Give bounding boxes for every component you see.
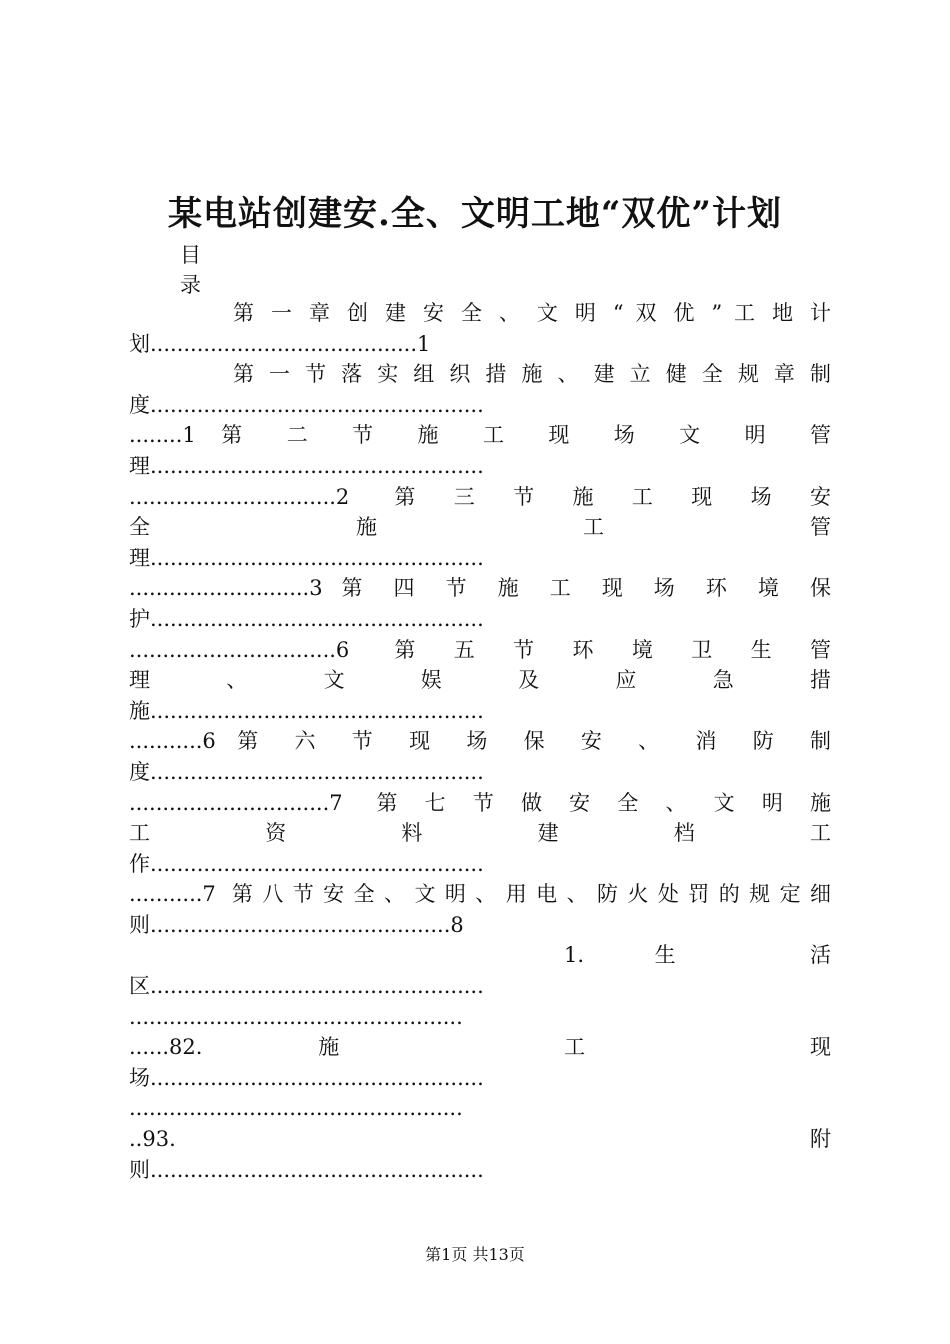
toc-line: ...............................2 第三节施工现场安 (129, 484, 831, 509)
document-title: 某电站创建安.全、文明工地“双优”计划 (168, 194, 782, 234)
toc-line: .................................................. (129, 1004, 463, 1029)
toc-line: 1. 生 活 (564, 943, 831, 968)
page-footer: 第1页 共13页 (425, 1245, 525, 1264)
toc-heading (180, 240, 201, 300)
toc-line: 划........................................1 (129, 331, 431, 356)
toc-heading-char-1: 目 (180, 243, 201, 267)
toc-line: ...........7 第八节安全、文明、用电、防火处罚的规定细 (129, 882, 831, 907)
toc-line: 则.............................................8 (129, 912, 464, 937)
toc-line: 作.................................................. (129, 851, 484, 876)
toc-line: 度.................................................. (129, 392, 484, 417)
toc-line: ..93. 附 (129, 1127, 831, 1152)
toc-line: ...............................6 第五节环境卫生管 (129, 637, 831, 662)
toc-line: 则.................................................. (129, 1157, 484, 1182)
toc-line: 场.................................................. (129, 1065, 484, 1090)
toc-line: ......82. 施 工 现 (129, 1035, 831, 1060)
toc-line: 区.................................................. (129, 974, 484, 999)
toc-heading-char-2: 录 (180, 273, 201, 297)
toc-line: .................................................. (129, 1096, 463, 1121)
table-of-contents (129, 298, 831, 1185)
toc-line: ...........6 第 六 节 现 场 保 安 、 消 防 制 (129, 729, 831, 754)
toc-line: ........1 第 二 节 施 工 现 场 文 明 管 (129, 423, 831, 448)
toc-line: ..............................7 第七节做安全、文明施 (129, 790, 831, 815)
toc-line: 第 一 节 落 实 组 织 措 施 、 建 立 健 全 规 章 制 (233, 362, 831, 387)
toc-line: 理.................................................. (129, 545, 484, 570)
toc-line: 度.................................................. (129, 759, 484, 784)
toc-line: 第 一 章 创 建 安 全 、 文 明 “ 双 优 ” 工 地 计 (233, 301, 831, 325)
toc-line: 工 资 料 建 档 工 (129, 821, 831, 846)
toc-line: 理.................................................. (129, 453, 484, 478)
toc-line: 护.................................................. (129, 606, 484, 631)
toc-line: ...........................3 第 四 节 施 工 现 场 环 境 保 (129, 576, 831, 601)
toc-line: 施.................................................. (129, 698, 484, 723)
toc-line: 理 、 文 娱 及 应 急 措 (129, 668, 831, 693)
toc-line: 全 施 工 管 (129, 515, 831, 540)
